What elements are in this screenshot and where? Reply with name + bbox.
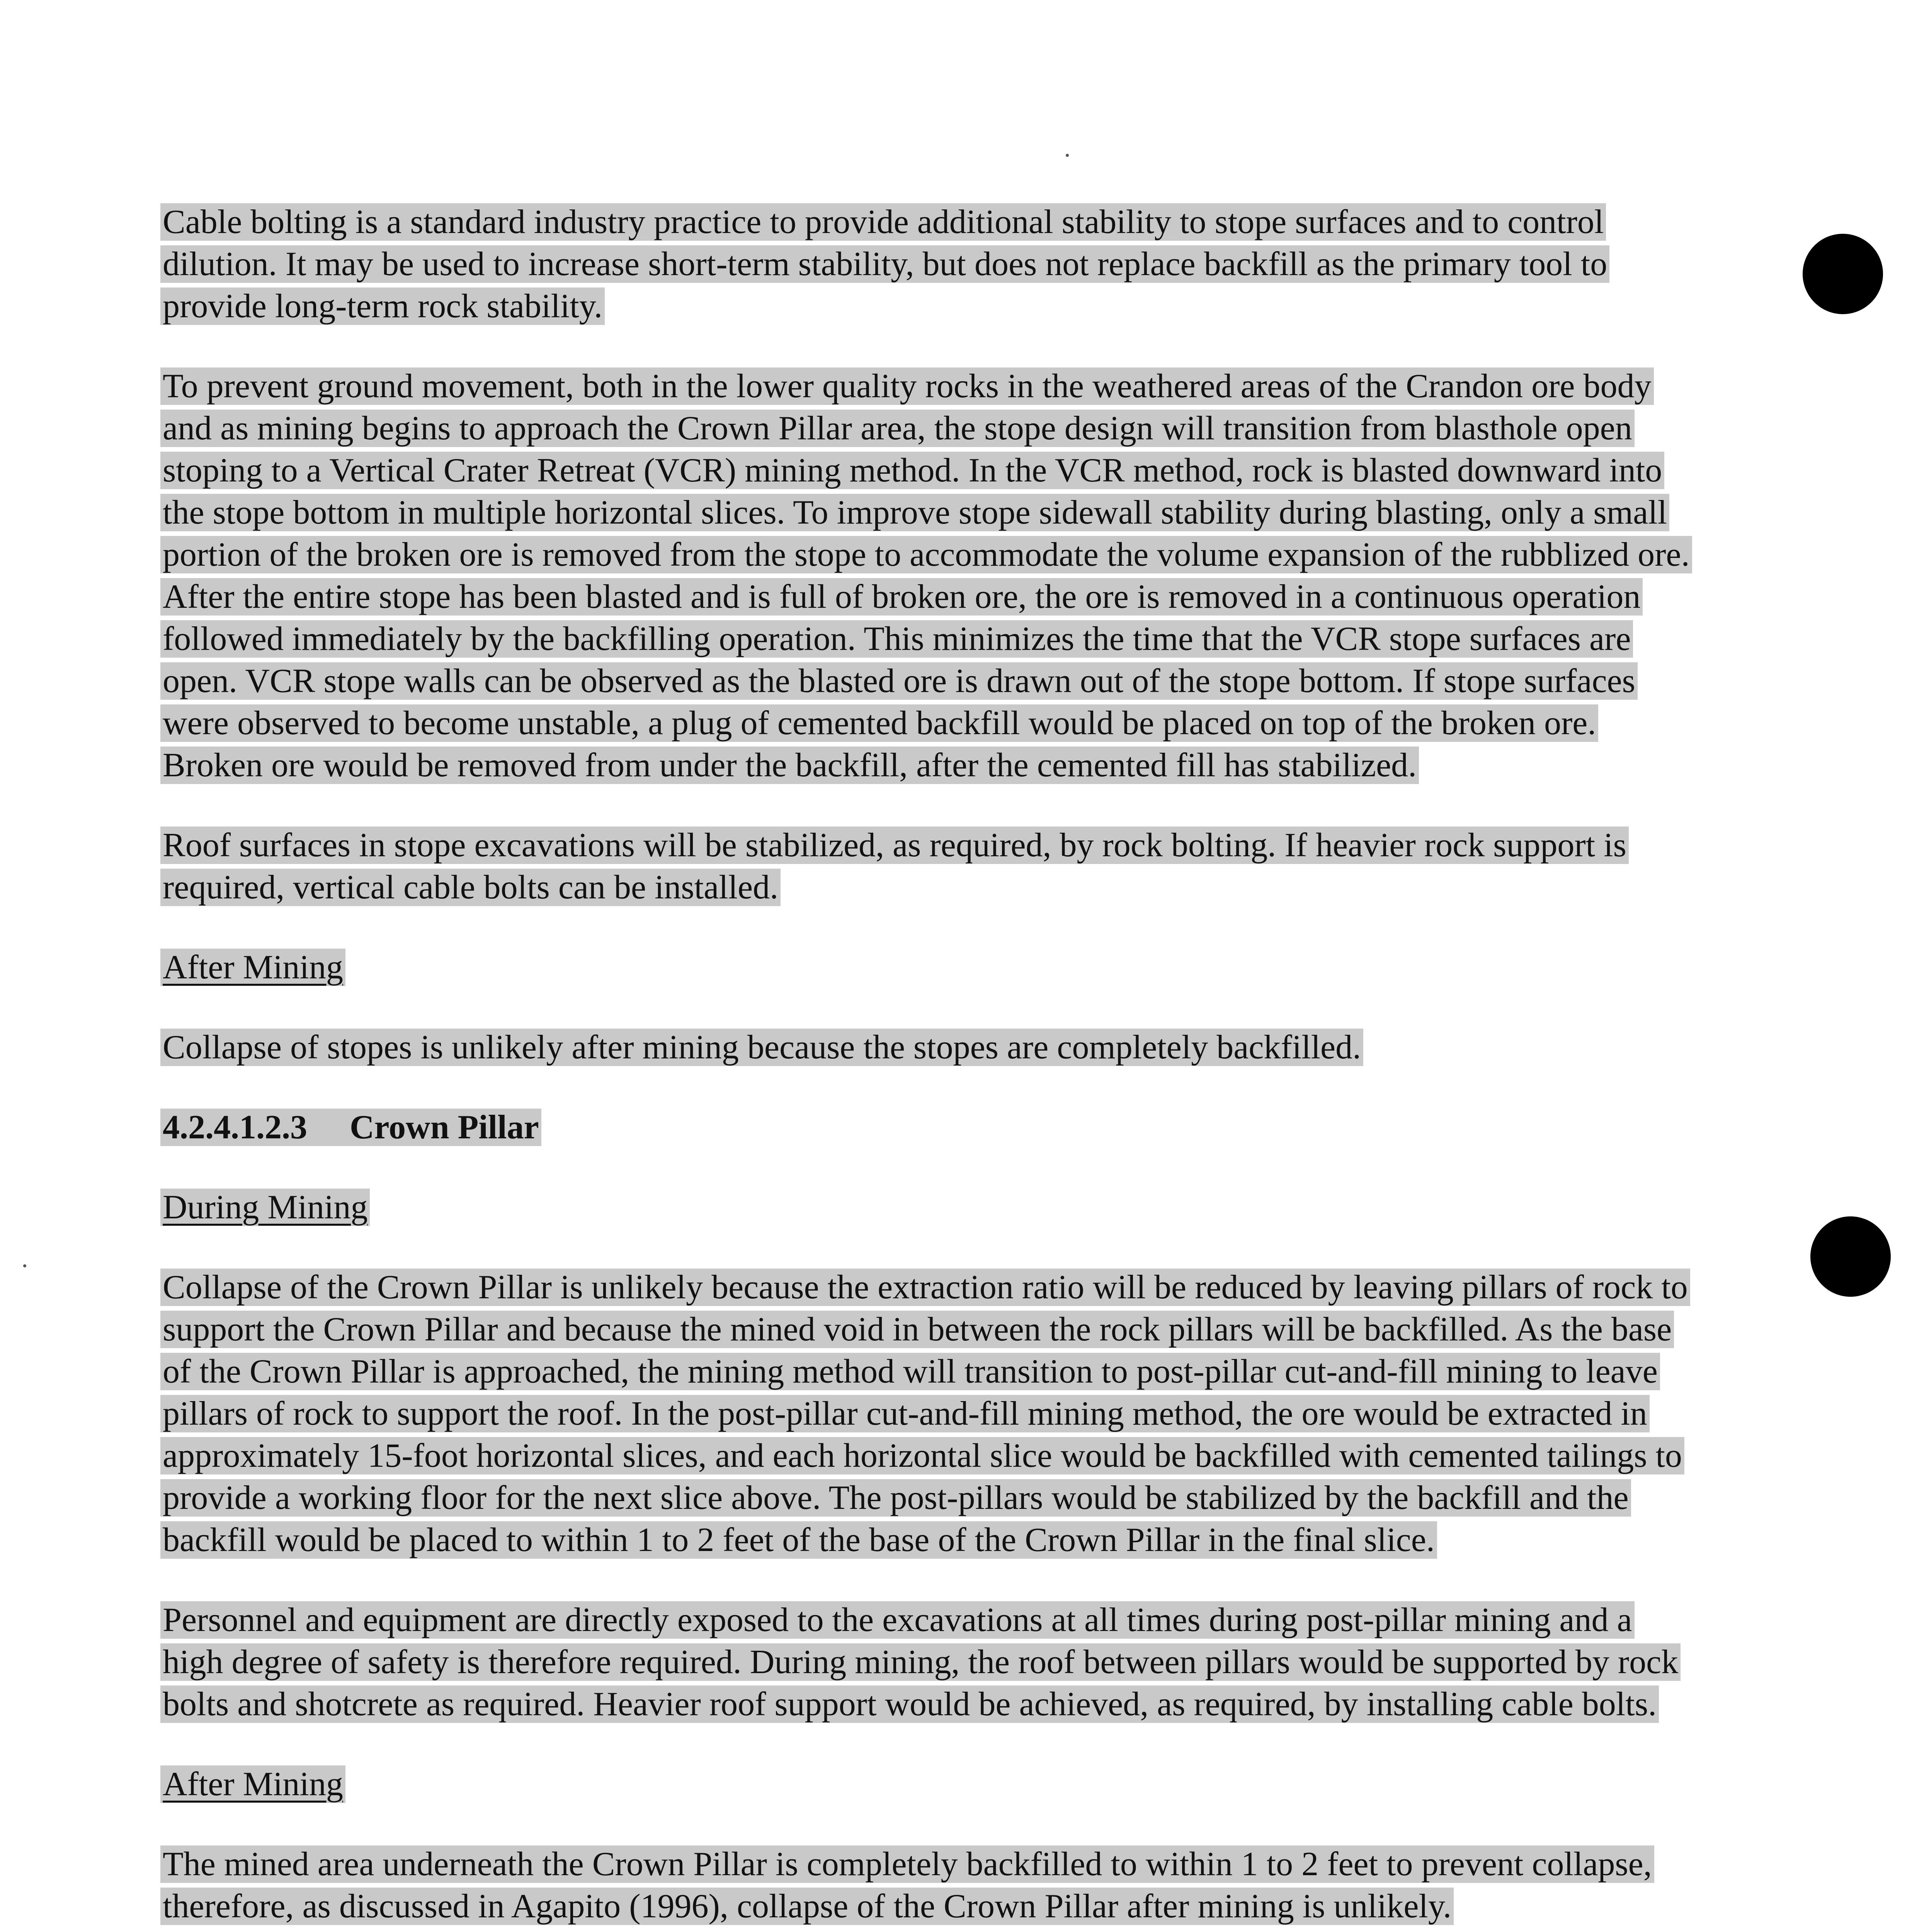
section-heading-crown-pillar — [160, 1106, 1698, 1148]
section-title: Crown Pillar — [350, 1109, 539, 1146]
paragraph-roof-surfaces: Roof surfaces in stope excavations will be stabilized, as required, by rock bolting. If heavier rock support is required, vertical cable bolts can be installed. — [160, 824, 1698, 908]
paragraph-stope-collapse: Collapse of stopes is unlikely after mining because the stopes are completely backfilled. — [160, 1026, 1698, 1068]
paragraph-vcr-method: To prevent ground movement, both in the lower quality rocks in the weathered areas of the Crandon ore body and as mining begins to approach the Crown Pillar area, the stope design will transition from blasthole open stoping to a Vertical Crater Retreat (VCR) mining method. In the VCR method, rock is blasted downward into the stope bottom in multiple horizontal slices. To improve stope sidewall stability during blasting, only a small portion of the broken ore is removed from the stope to accommodate the volume expansion of the rubblized ore. After the entire stope has been blasted and is full of broken ore, the ore is removed in a continuous operation followed immediately by the backfilling operation. This minimizes the time that the VCR stope surfaces are open. VCR stope walls can be observed as the blasted ore is drawn out of the stope bottom. If stope surfaces were observed to become unstable, a plug of cemented backfill would be placed on top of the broken ore. Broken ore would be removed from under the backfill, after the cemented fill has stabilized. — [160, 365, 1698, 786]
subheading-after-mining-crown-pillar: After Mining — [160, 1763, 1698, 1805]
revision-marker-dot — [1810, 1216, 1891, 1297]
document-body — [160, 201, 1698, 1932]
revision-marker-dot — [1803, 234, 1883, 314]
subheading-during-mining: During Mining — [160, 1186, 1698, 1228]
paragraph-cable-bolting: Cable bolting is a standard industry practice to provide additional stability to stope surfaces and to control dilution. It may be used to increase short-term stability, but does not replace backfill as the primary tool to provide long-term rock stability. — [160, 201, 1698, 327]
subheading-after-mining-stopes: After Mining — [160, 946, 1698, 988]
paragraph-mined-area-backfilled: The mined area underneath the Crown Pillar is completely backfilled to within 1 to 2 feet to prevent collapse, therefore, as discussed in Agapito (1996), collapse of the Crown Pillar after mining is unlikely. — [160, 1843, 1698, 1927]
section-number: 4.2.4.1.2.3 — [163, 1109, 307, 1146]
scan-speck — [23, 1264, 26, 1267]
paragraph-crown-pillar-collapse: Collapse of the Crown Pillar is unlikely because the extraction ratio will be reduced by leaving pillars of rock to support the Crown Pillar and because the mined void in between the rock pillars will be backfilled. As the base of the Crown Pillar is approached, the mining method will transition to post-pillar cut-and-fill mining to leave pillars of rock to support the roof. In the post-pillar cut-and-fill mining method, the ore would be extracted in approximately 15-foot horizontal slices, and each horizontal slice would be backfilled with cemented tailings to provide a working floor for the next slice above. The post-pillars would be stabilized by the backfill and the backfill would be placed to within 1 to 2 feet of the base of the Crown Pillar in the final slice. — [160, 1266, 1698, 1561]
paragraph-personnel-safety: Personnel and equipment are directly exposed to the excavations at all times during post-pillar mining and a high degree of safety is therefore required. During mining, the roof between pillars would be supported by rock bolts and shotcrete as required. Heavier roof support would be achieved, as required, by installing cable bolts. — [160, 1599, 1698, 1725]
scan-speck — [1066, 154, 1069, 157]
